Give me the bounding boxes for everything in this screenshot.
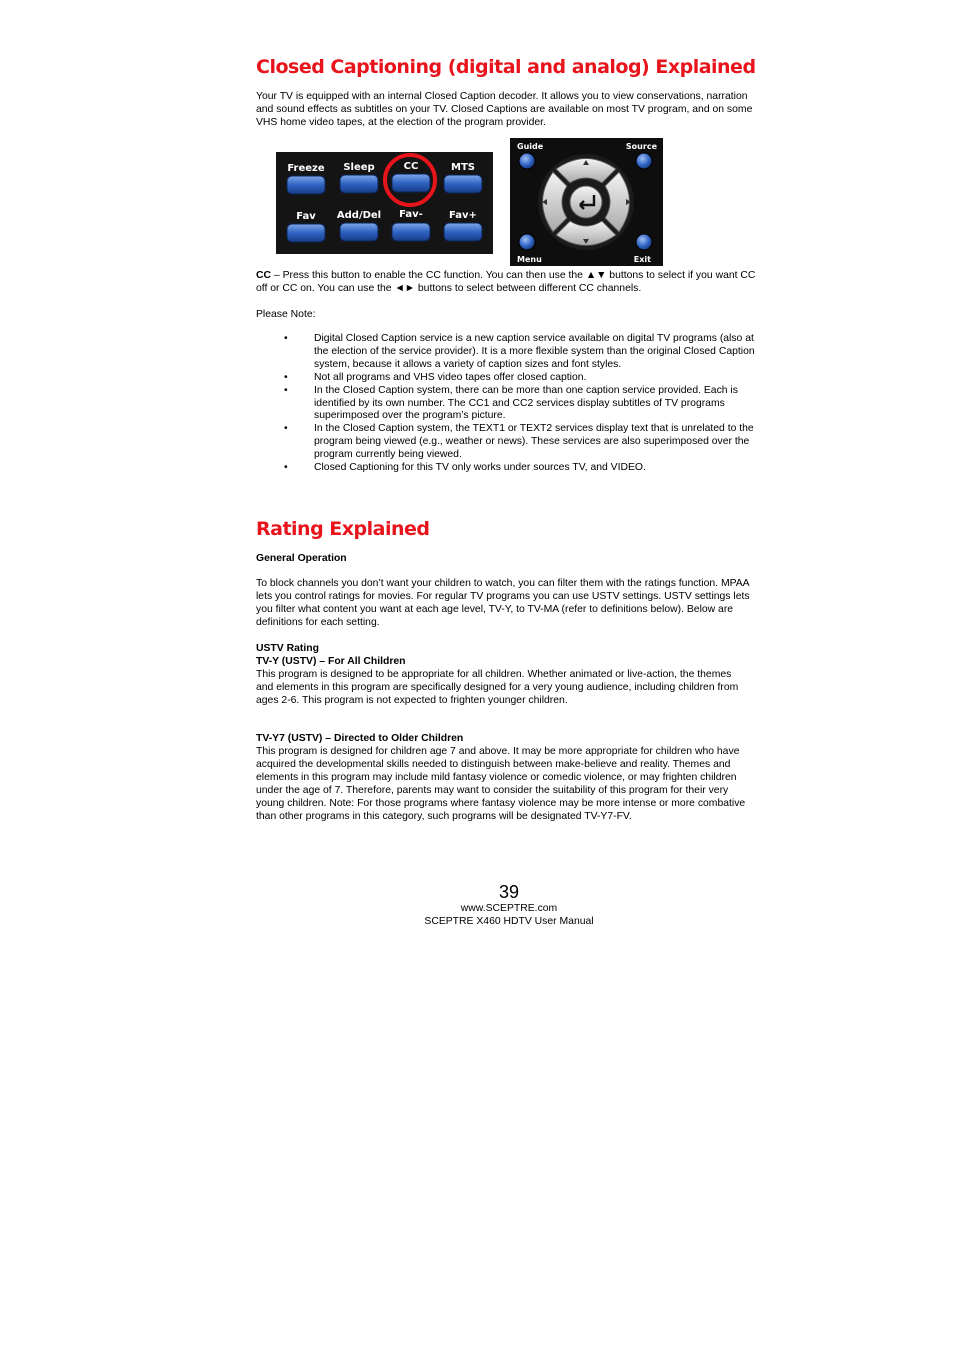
btn-label-mts: MTS [451,162,475,173]
enter-button[interactable] [570,186,602,218]
btn-label-freeze: Freeze [287,163,325,174]
btn-label-cc: CC [403,161,419,172]
list-item: • In the Closed Caption system, the TEXT1 or TEXT2 services display text that is unrelated to the program being viewed (e.g., weather or news). These services are also superimposed over the program currently being viewed. [284,423,764,462]
tv-y7-paragraph: This program is designed for children age 7 and above. It may be more appropriate for children who have acquired the developmental skills needed to distinguish between make-believe and reality. Themes and elements in this program may include mild fantasy violence or comedic violence, or may frighten children under the age of 7. Therefore, parents may want to consider the suitability of this program for their very young children. Note: For those programs where fantasy violence may be more intense or more combative than other programs in this category, such programs will be designated TV-Y7-FV. [256,746,746,822]
menu-button[interactable] [519,234,535,250]
btn-label-fav-plus: Fav+ [449,210,477,221]
page-number: 39 [498,882,520,902]
remote-buttons-graphic [276,152,493,254]
remote-buttons-image [276,152,493,254]
cc-notes-list [284,333,764,475]
exit-button[interactable] [636,234,652,250]
cc-description-text: – Press this button to enable the CC function. You can then use the ▲▼ buttons to select if you want CC off or CC on. You can use the ◄► buttons to select between different CC channels. [256,270,756,294]
add-del-button[interactable] [340,223,378,241]
guide-label: Guide [517,142,544,151]
source-label: Source [625,142,657,151]
source-button[interactable] [636,153,652,169]
mts-button[interactable] [444,175,482,193]
list-item: • Closed Captioning for this TV only works under sources TV, and VIDEO. [284,462,764,475]
cc-intro-paragraph: Your TV is equipped with an internal Closed Caption decoder. It allows you to view conservations, narration and sound effects as subtitles on your TV. Closed Captions are available on most TV program, and on some VHS home video tapes, at the election of the program provider. [256,91,753,128]
general-operation-paragraph: To block channels you don’t want your children to watch, you can filter them with the ratings function. MPAA lets you control ratings for movies. For regular TV programs you can use USTV settings. USTV settings lets you filter what content you want at each age level, TV-Y, to TV-MA (refer to definitions below). Below are definitions for each setting. [256,578,750,628]
remote-navpad-graphic [510,138,663,266]
footer-website: www.SCEPTRE.com [460,903,558,914]
btn-label-add-del: Add/Del [336,210,382,221]
menu-label: Menu [517,255,542,264]
sleep-button[interactable] [340,175,378,193]
guide-button[interactable] [519,153,535,169]
exit-label: Exit [633,255,651,264]
cc-button-description [256,270,762,296]
fav-button[interactable] [287,224,325,242]
fav-plus-button[interactable] [444,223,482,241]
freeze-button[interactable] [287,176,325,194]
cc-term: CC [256,270,272,281]
remote-navpad-image [510,138,663,266]
rating-explained-heading: Rating Explained [256,518,430,540]
footer-manual-title: SCEPTRE X460 HDTV User Manual [424,916,594,927]
fav-minus-button[interactable] [392,223,430,241]
cc-button[interactable] [392,174,430,192]
please-note-label: Please Note: [256,309,316,320]
list-item: • In the Closed Caption system, there can be more than one caption service provided. Each is identified by its own number. The CC1 and CC2 services display subtitles of TV programs superimposed over the program’s picture. [284,385,764,424]
list-item: • Not all programs and VHS video tapes offer closed caption. [284,372,764,385]
btn-label-fav: Fav [296,211,316,222]
list-item: • Digital Closed Caption service is a new caption service available on digital TV programs (also at the election of the service provider). It is a more flexible system than the original Closed Caption system, because it allows a variety of caption sizes and font styles. [284,333,764,372]
tv-y-paragraph: This program is designed to be appropriate for all children. Whether animated or live-action, the themes and elements in this program are specifically designed for a very young audience, including children from ages 2-6. This program is not expected to frighten younger children. [256,669,739,706]
btn-label-sleep: Sleep [343,162,375,173]
btn-label-fav-minus: Fav- [399,209,423,220]
ustv-rating-heading: USTV Rating [256,643,319,654]
tv-y7-heading: TV-Y7 (USTV) – Directed to Older Children [256,733,464,744]
closed-captioning-heading: Closed Captioning (digital and analog) Explained [256,56,756,78]
tv-y-heading: TV-Y (USTV) – For All Children [256,656,406,667]
general-operation-heading: General Operation [256,553,347,564]
